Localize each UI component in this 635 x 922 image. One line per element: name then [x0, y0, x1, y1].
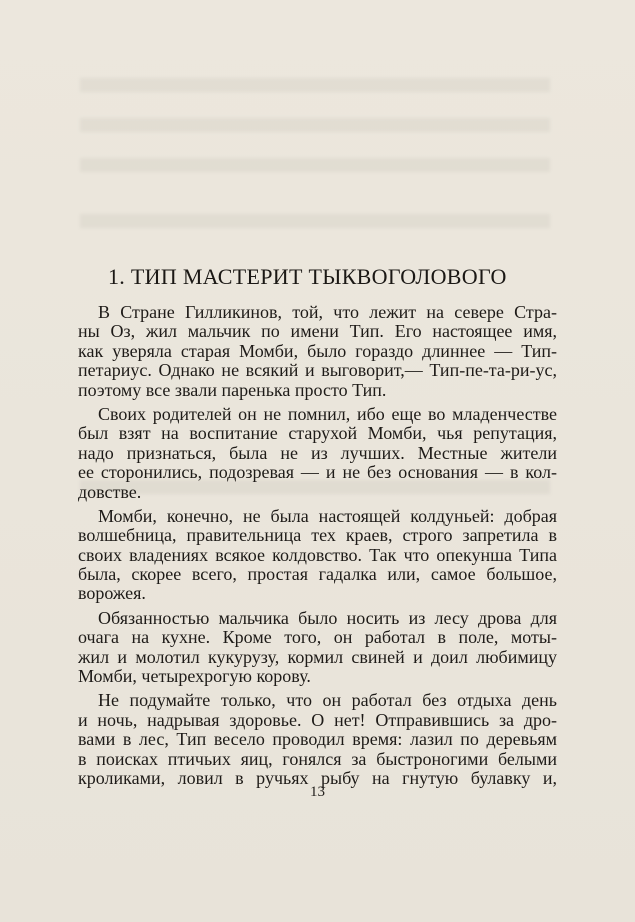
chapter-title: 1. ТИП МАСТЕРИТ ТЫКВОГОЛОВОГО — [108, 264, 507, 289]
text-line: Обязанностью мальчика было носить из лесу дрова для — [98, 607, 557, 628]
show-through-text — [80, 118, 550, 132]
text-line: кроликами, ловил в ручьях рыбу на гнутую булавку и, — [78, 767, 557, 788]
text-line: очага на кухне. Кроме того, он работал в поле, моты- — [78, 627, 557, 648]
text-line: В Стране Гилликинов, той, что лежит на севере Стра- — [98, 302, 557, 322]
paragraph-1 — [78, 303, 557, 400]
show-through-text — [80, 78, 550, 92]
text-line: был взят на воспитание старухой Момби, чья репутация, — [78, 423, 557, 444]
text-line: была, скорее всего, простая гадалка или, самое большое, — [78, 564, 557, 585]
text-line: как уверяла старая Момби, было гораздо длиннее — Тип- — [78, 340, 557, 361]
text-line: ее сторонились, подозревая — и не без основания — в кол- — [78, 462, 557, 483]
text-line: волшебница, правительница тех краев, строго запретила в — [78, 525, 557, 546]
text-line: ны Оз, жил мальчик по имени Тип. Его настоящее имя, — [78, 321, 557, 342]
show-through-text — [80, 158, 550, 172]
paragraph-5 — [78, 691, 557, 788]
text-line: вами в лес, Тип весело проводил время: лазил по деревьям — [78, 729, 557, 750]
show-through-text — [80, 214, 550, 228]
text-line: поэтому все звали паренька просто Тип. — [78, 379, 387, 400]
text-line: Момби, четырехрогую корову. — [78, 666, 311, 687]
text-line: надо признаться, была не из лучших. Местные жители — [78, 442, 557, 463]
page-number: 13 — [310, 784, 325, 800]
paragraph-2 — [78, 405, 557, 502]
text-line: в поисках птичьих яиц, гонялся за быстроногими белыми — [78, 748, 557, 769]
text-line: Момби, конечно, не была настоящей колдуньей: добрая — [98, 505, 557, 526]
text-line: довстве. — [78, 481, 142, 502]
text-line: и ночь, надрывая здоровье. О нет! Отправившись за дро- — [78, 709, 557, 730]
text-line: своих владениях всякое колдовство. Так что опекунша Типа — [78, 544, 557, 565]
chapter-body — [78, 303, 557, 793]
text-line: жил и молотил кукурузу, кормил свиней и доил любимицу — [78, 646, 557, 667]
text-line: Своих родителей он не помнил, ибо еще во младенчестве — [98, 403, 557, 424]
text-line: ворожея. — [78, 583, 146, 604]
paragraph-3 — [78, 507, 557, 604]
paragraph-4 — [78, 609, 557, 687]
text-line: Не подумайте только, что он работал без отдыха день — [98, 690, 557, 711]
text-line: петариус. Однако не всякий и выговорит,— Тип-пе-та-ри-ус, — [78, 360, 557, 381]
